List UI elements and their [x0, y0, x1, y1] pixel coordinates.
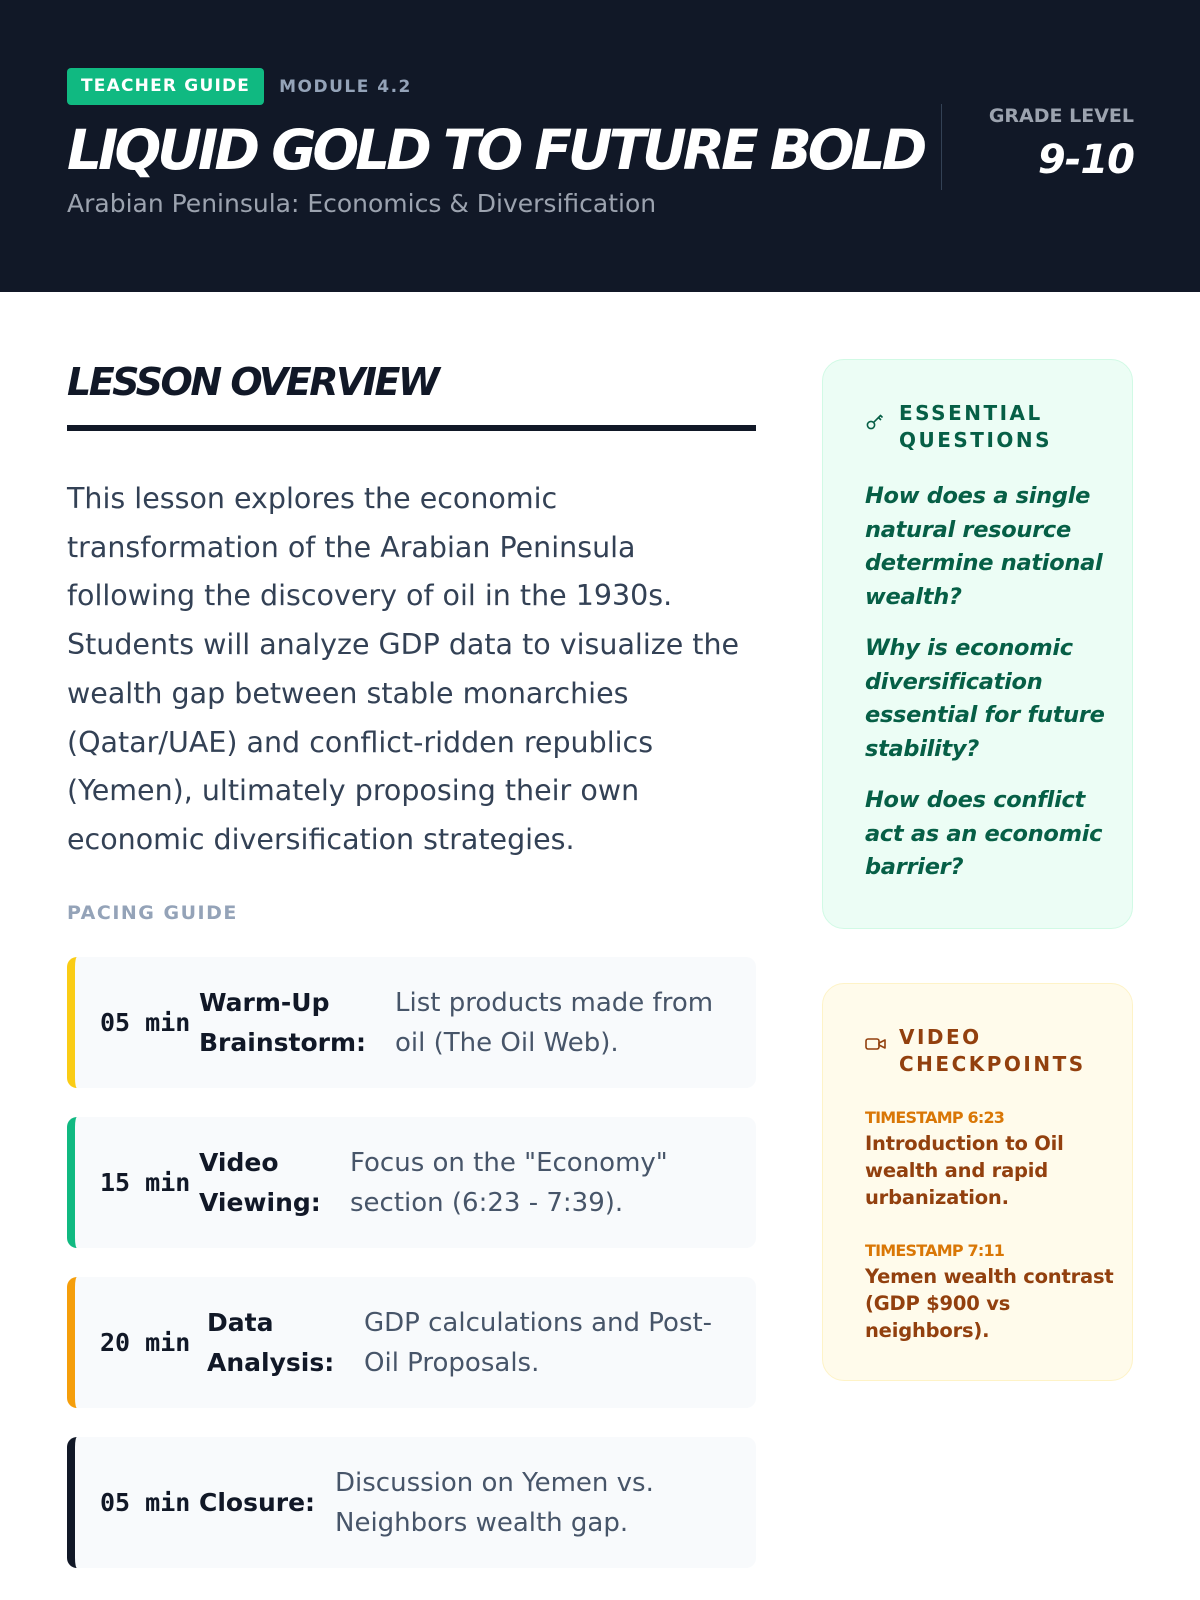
pacing-description: GDP calculations and Post-Oil Proposals. [364, 1307, 713, 1378]
pacing-description: List products made from oil (The Oil Web). [395, 987, 714, 1058]
pacing-time: 05 min [100, 1487, 191, 1517]
page-title: LIQUID GOLD TO FUTURE BOLD [67, 118, 924, 182]
pacing-item-closure [67, 1437, 756, 1568]
video-checkpoints-title: VIDEO CHECKPOINTS [899, 1025, 1086, 1076]
pacing-description: Discussion on Yemen vs. Neighbors wealth gap. [335, 1467, 654, 1538]
essential-question: How does conflict act as an economic barrier? [865, 787, 1103, 880]
lesson-overview-text: This lesson explores the economic transformation of the Arabian Peninsula following the discovery of oil in the 1930s. Students will analyze GDP data to visualize the wealth gap between stable monarchies (Qatar/UAE) and conflict-ridden republics (Yemen), ultimately proposing their own economic diversification strategies. [67, 482, 740, 856]
checkpoint-timestamp: TIMESTAMP 6:23 [865, 1108, 1005, 1127]
grade-level-label: GRADE LEVEL [988, 105, 1134, 127]
essential-questions-card [822, 359, 1133, 929]
essential-question: How does a single natural resource determine national wealth? [865, 483, 1103, 610]
page-header [0, 0, 1200, 292]
module-label: MODULE 4.2 [279, 76, 412, 97]
badge-row [67, 68, 412, 105]
essential-questions-header [865, 400, 1059, 454]
lesson-overview-title: LESSON OVERVIEW [67, 360, 438, 404]
checkpoint-timestamp: TIMESTAMP 7:11 [865, 1241, 1005, 1260]
pacing-phase: Video Viewing: [199, 1147, 321, 1217]
pacing-list [67, 957, 756, 1597]
pacing-item-video-viewing [67, 1117, 756, 1248]
grade-level-value: 9-10 [1037, 137, 1134, 183]
pacing-description: Focus on the "Economy" section (6:23 - 7:39). [350, 1147, 668, 1218]
page-subtitle: Arabian Peninsula: Economics & Diversification [67, 189, 657, 218]
video-checkpoint [865, 1106, 1115, 1211]
checkpoint-text: Yemen wealth contrast (GDP $900 vs neighbors). [865, 1265, 1114, 1342]
pacing-phase: Warm-Up Brainstorm: [199, 987, 367, 1057]
video-checkpoints-card [822, 983, 1133, 1381]
video-checkpoints-list [865, 1106, 1115, 1372]
section-divider [67, 425, 756, 431]
checkpoint-text: Introduction to Oil wealth and rapid urbanization. [865, 1132, 1064, 1209]
essential-questions-title: ESSENTIAL QUESTIONS [899, 401, 1053, 452]
pacing-time: 20 min [100, 1327, 191, 1357]
pacing-guide-label: PACING GUIDE [67, 902, 238, 924]
pacing-item-warm-up [67, 957, 756, 1088]
pacing-phase: Data Analysis: [207, 1307, 335, 1377]
pacing-time: 05 min [100, 1007, 191, 1037]
pacing-item-data-analysis [67, 1277, 756, 1408]
video-checkpoint [865, 1239, 1115, 1344]
pacing-time: 15 min [100, 1167, 191, 1197]
pacing-phase: Closure: [199, 1487, 316, 1517]
video-checkpoints-header [865, 1024, 1089, 1078]
teacher-guide-badge: TEACHER GUIDE [67, 68, 264, 105]
header-divider [941, 104, 942, 190]
essential-questions-list [865, 480, 1115, 903]
video-camera-icon [865, 1036, 887, 1056]
essential-question: Why is economic diversification essential for future stability? [865, 635, 1105, 762]
key-icon [865, 412, 887, 436]
